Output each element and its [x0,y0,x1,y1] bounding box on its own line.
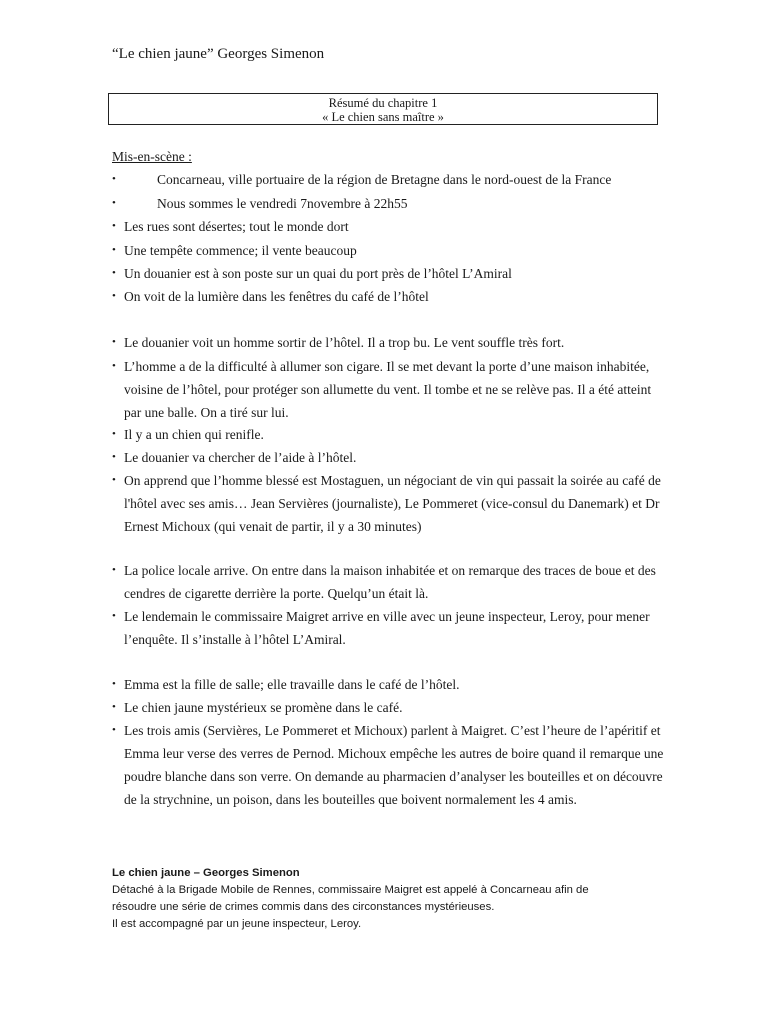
mise-en-scene-heading: Mis-en-scène : [112,149,192,164]
bullet-icon: • [112,701,116,713]
list-item: • On voit de la lumière dans les fenêtres du café de l’hôtel [124,285,664,308]
bullet-icon: • [112,564,116,576]
synopsis-line: Détaché à la Brigade Mobile de Rennes, commissaire Maigret est appelé à Concarneau afin de [112,884,589,896]
bullet-icon: • [112,244,116,256]
list-item: • Emma est la fille de salle; elle travaille dans le café de l’hôtel. [124,673,664,696]
bullet-icon: • [112,474,116,486]
bullet-icon: • [112,678,116,690]
bullet-icon: • [112,336,116,348]
bullet-icon: • [112,173,116,185]
list-item: • Concarneau, ville portuaire de la région de Bretagne dans le nord-ouest de la France [157,168,657,191]
bullet-icon: • [112,724,116,736]
list-item: • Le lendemain le commissaire Maigret arrive en ville avec un jeune inspecteur, Leroy, pour mener l’enquête. Il s’installe à l’hôtel L’Amiral. [124,605,664,651]
synopsis-line: résoudre une série de crimes commis dans des circonstances mystérieuses. [112,901,495,913]
bullet-icon: • [112,197,116,209]
bullet-icon: • [112,220,116,232]
book-synopsis [112,865,652,933]
synopsis-title: Le chien jaune – Georges Simenon [112,867,300,879]
bullet-icon: • [112,360,116,372]
bullet-icon: • [112,290,116,302]
list-item: • Il y a un chien qui renifle. [124,423,664,446]
bullet-icon: • [112,428,116,440]
list-item: • Les rues sont désertes; tout le monde dort [124,215,664,238]
list-item: • Les trois amis (Servières, Le Pommeret et Michoux) parlent à Maigret. C’est l’heure de l’apéritif et Emma leur verse des verres de Pernod. Michoux empêche les autres de boire quand il remarque une poudre blanche dans son verre. On demande au pharmacien d’analyser les bouteilles et on découvre de la strychnine, un poison, dans les bouteilles que boivent normalement les 4 amis. [124,719,664,811]
list-item: • L’homme a de la difficulté à allumer son cigare. Il se met devant la porte d’une maison inhabitée, voisine de l’hôtel, pour protéger son allumette du vent. Il tombe et ne se relève pas. Il a été atteint par une balle. On a tiré sur lui. [124,355,664,424]
list-item: • Le chien jaune mystérieux se promène dans le café. [124,696,664,719]
list-item: • Une tempête commence; il vente beaucoup [124,239,664,262]
document-title: “Le chien jaune” Georges Simenon [112,46,325,62]
chapter-summary-box [108,93,658,125]
list-item: • Nous sommes le vendredi 7novembre à 22h55 [157,192,657,215]
bullet-icon: • [112,451,116,463]
chapter-summary-subtitle: « Le chien sans maître » [322,110,444,124]
list-item: • Le douanier va chercher de l’aide à l’hôtel. [124,446,664,469]
list-item: • La police locale arrive. On entre dans la maison inhabitée et on remarque des traces de boue et des cendres de cigarette derrière la porte. Quelqu’un était là. [124,559,664,605]
bullet-icon: • [112,610,116,622]
bullet-icon: • [112,267,116,279]
chapter-summary-title: Résumé du chapitre 1 [328,96,438,110]
synopsis-line: Il est accompagné par un jeune inspecteur, Leroy. [112,918,362,930]
list-item: • Le douanier voit un homme sortir de l’hôtel. Il a trop bu. Le vent souffle très fort. [124,331,664,354]
list-item: • On apprend que l’homme blessé est Mostaguen, un négociant de vin qui passait la soirée au café de l'hôtel avec ses amis… Jean Servières (journaliste), Le Pommeret (vice-consul du Danemark) et Dr Ernest Michoux (qui venait de partir, il y a 30 minutes) [124,469,664,538]
list-item: • Un douanier est à son poste sur un quai du port près de l’hôtel L’Amiral [124,262,664,285]
